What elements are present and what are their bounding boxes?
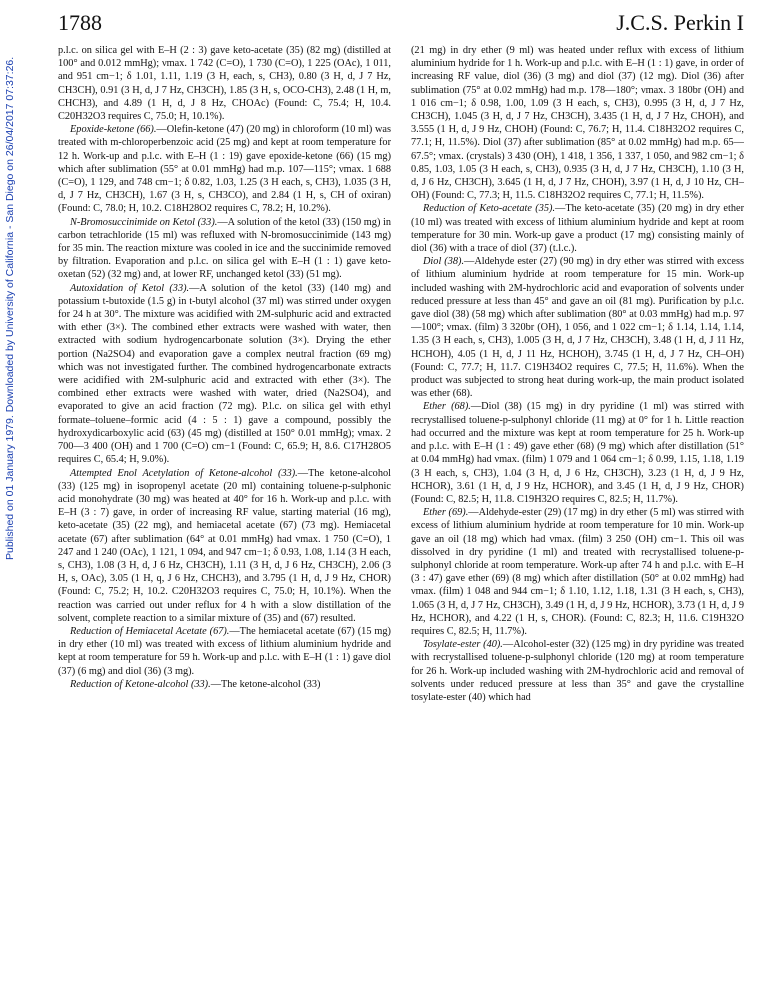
paragraph-heading: Tosylate-ester (40). xyxy=(423,639,503,651)
paragraph xyxy=(411,202,744,255)
paragraph-text: —Olefin-ketone (47) (20 mg) in chloroform (10 ml) was treated with m-chloroperbenzoic acid (25 mg) and kept at room temperature for 12 h. Work-up and p.l.c. with E–H (1 : 19) gave epoxide-ketone (66) (15 mg) which after sublimation (55° at 0.01 mmHg) had m.p. 107—115°; νmax. 1 688 (C=O), 1 129, and 748 cm−1; δ 0.82, 1.03, 1.25 (3 H each, s, CH3), 1.035 (3 H, d, J 7 Hz, CH3CH), 1.67 (3 H, s, CH3CO), and 2.84 (1 H, s, CH of oxiran) (Found: C, 78.0; H, 10.2. C18H28O2 requires C, 78.2; H, 10.2%). xyxy=(58,124,391,215)
paragraph-text: p.l.c. on silica gel with E–H (2 : 3) gave keto-acetate (35) (82 mg) (distilled at 100° and 0.012 mmHg); νmax. 1 742 (C=O), 1 730 (C=O), 1 225 (OAc), 1 011, and 951 cm−1; δ 1.01, 1.11, 1.19 (3 H, each, s, CH3), 0.80 (3 H, d, J 7 Hz, CH3CH), 0.91 (3 H, d, J 7 Hz, CH3CH), 1.85 (3 H, s, OCO-CH3), 2.48 (1 H, m, CHCH3), and 4.89 (1 H, d, J 8 Hz, CHOAc) (Found: C, 75.4; H, 10.4. C20H32O3 requires C, 75.0; H, 10.1%). xyxy=(58,45,391,123)
paragraph-text: (21 mg) in dry ether (9 ml) was heated under reflux with excess of lithium aluminium hydride for 1 h. Work-up and p.l.c. with E–H (1 : 1) gave, in order of increasing RF value, diol (36) (3 mg) and diol (37) (12 mg). Diol (36) after sublimation (75° at 0.02 mmHg) had m.p. 178—180°; νmax. 3 180br (OH) and 1 016 cm−1; δ 0.98, 1.00, 1.09 (3 H each, s, CH3), 0.995 (3 H, d, J 7 Hz, CH3CH), 1.045 (3 H, d, J 7 Hz, CH3CH), 3.435 (1 H, d, J 7 Hz, CHOH), and 3.555 (1 H, d, J 9 Hz, CHOH) (Found: C, 76.7; H, 11.4. C18H32O2 requires C, 77.1; H, 11.5%). Diol (37) after sublimation (85° at 0.02 mmHg) had m.p. 65—67.5°; νmax. (crystals) 3 430 (OH), 1 418, 1 356, 1 337, 1 050, and 982 cm−1; δ 0.85, 1.03, 1.05 (3 H each, s, CH3), 0.935 (3 H, d, J 7 Hz, CH3CH), 1.10 (3 H, d, J 6 Hz, CH3CH), 3.645 (1 H, d, J 7 Hz, CHOH), 3.97 (1 H, d, J 10 Hz, CH–OH) (Found: C, 77.3; H, 11.5. C18H32O2 requires C, 77.1; H, 11.5%). xyxy=(411,45,744,202)
paragraph-heading: Reduction of Ketone-alcohol (33). xyxy=(70,678,211,690)
journal-title: J.C.S. Perkin I xyxy=(616,10,744,35)
paragraph xyxy=(411,638,744,704)
paragraph-text: —The hemiacetal acetate (67) (15 mg) in dry ether (10 ml) was treated with excess of lithium aluminium hydride and kept at room temperature for 59 h. Work-up and p.l.c. with E–H (1 : 1) gave diol (37) (6 mg) and diol (36) (3 mg). xyxy=(58,625,391,677)
paragraph-text: —A solution of the ketol (33) (140 mg) and potassium t-butoxide (1.5 g) in t-butyl alcohol (37 ml) was stirred under oxygen for 24 h at 30°. The mixture was acidified with 2M-sulphuric acid and extracted with ether (3×). The combined ether extracts were washed with water, then extracted with sodium hydrogencarbonate solution (3×). Drying the ether portion (Na2SO4) and evaporation gave a complex neutral fraction (69 mg) which was not investigated further. The combined hydrogencarbonate extracts were acidified with 2M-sulphuric acid and extracted with ether (3×). The combined ether extracts were washed with water, dried (Na2SO4), and evaporated to give an acid fraction (72 mg). P.l.c. on silica gel with ethyl formate–toluene–formic acid (4 : 5 : 1) gave a compound, possibly the hydroxydicarboxylic acid (63) (45 mg) (distilled at 150° 0.01 mmHg); νmax. 2 700—3 400 (OH) and 1 700 (C=O) cm−1 (Found: C, 65.9; H, 8.6. C17H28O5 requires C, 65.4; H, 9.0%). xyxy=(58,282,391,466)
paragraph-text: —Aldehyde-ester (29) (17 mg) in dry ether (5 ml) was stirred with excess of lithium aluminium hydride at room temperature for 10 min. Work-up gave an oil (18 mg) which had νmax. (film) 3 250 (OH) cm−1. This oil was dissolved in dry pyridine (1 ml) and treated with recrystallised toluene-p-sulphonyl chloride at room temperature. Work-up after 74 h and p.l.c. with E–H (3 : 47) gave ether (69) (8 mg) which after distillation (50° at 0.02 mmHg) had νmax. (film) 1 048 and 944 cm−1; δ 1.10, 1.12, 1.18, 1.31 (3 H each, s, CH3), 1.065 (3 H, d, J 7 Hz, CH3CH), 3.49 (1 H, d, J 9 Hz, HCHOR), 3.73 (1 H, d, J 9 Hz, HCHOR), and 4.22 (1 H, s, CHOR). (Found: C, 82.3; H, 11.6. C19H32O requires C, 82.5; H, 11.7%). xyxy=(411,507,744,637)
download-watermark: Published on 01 January 1979. Downloaded by University of California - San Diego on 26/04/2017 07:37:26. xyxy=(4,56,16,560)
paragraph-heading: Ether (68). xyxy=(423,401,471,413)
paragraph-heading: Attempted Enol Acetylation of Ketone-alcohol (33). xyxy=(70,467,298,479)
left-column xyxy=(58,44,391,994)
paragraph xyxy=(411,255,744,400)
article-body xyxy=(58,44,744,994)
paragraph xyxy=(58,625,391,678)
paragraph-text: —The ketone-alcohol (33) xyxy=(210,678,321,690)
paragraph-heading: Ether (69). xyxy=(423,507,469,519)
paragraph-text: —The ketone-alcohol (33) (125 mg) in isopropenyl acetate (20 ml) containing toluene-p-sulphonic acid monohydrate (30 mg) was heated at 40° for 16 h. Work-up and p.l.c. with E–H (3 : 7) gave, in order of increasing RF value, starting material (16 mg), keto-acetate (35) (22 mg), and hemiacetal acetate (67) (73 mg). Hemiacetal acetate (67) after sublimation (64° at 0.01 mmHg) had νmax. 1 750 (C=O), 1 247 and 1 240 (OAc), 1 121, 1 094, and 947 cm−1; δ 0.93, 1.08, 1.14 (3 H each, s, CH3), 1.08 (3 H, d, J 6 Hz, CH3CH), 1.11 (3 H, d, J 6 Hz, CH3CH), 2.06 (3 H, s, OAc), 3.05 (1 H, q, J 6 Hz, CHCH3), and 3.795 (1 H, d, J 9 Hz, CHOR) (Found: C, 75.2; H, 10.2. C20H32O3 requires C, 75.0; H, 10.1%). When the reaction was carried out under reflux for 4 h with a slow distillation of the solvent, complete reaction to a similar mixture of (35) and (67) resulted. xyxy=(58,467,391,624)
paragraph xyxy=(58,216,391,282)
paragraph-heading: Epoxide-ketone (66). xyxy=(70,124,157,136)
paragraph xyxy=(411,400,744,506)
paragraph-heading: Diol (38). xyxy=(423,256,465,268)
paragraph-text: —The keto-acetate (35) (20 mg) in dry ether (10 ml) was treated with excess of lithium aluminium hydride and kept at room temperature for 30 min. Work-up gave a product (17 mg) consisting mainly of diol (36) with a trace of diol (37) (t.l.c.). xyxy=(411,203,744,255)
paragraph-heading: Reduction of Keto-acetate (35). xyxy=(423,203,556,215)
paragraph xyxy=(411,506,744,638)
right-column xyxy=(411,44,744,994)
paragraph-text: —A solution of the ketol (33) (150 mg) in carbon tetrachloride (15 ml) was refluxed with N-bromosuccinimide (143 mg) for 35 min. The reaction mixture was cooled in ice and the succinimide removed by filtration. Evaporation and p.l.c. on silica gel with E–H (1 : 1) gave keto-oxetan (52) (32 mg) and, at lower RF, unchanged ketol (33) (51 mg). xyxy=(58,216,391,281)
paragraph-heading: Autoxidation of Ketol (33). xyxy=(70,282,190,294)
paragraph-text: —Aldehyde ester (27) (90 mg) in dry ether was stirred with excess of lithium aluminium hydride at room temperature for 15 min. Work-up included washing with 2M-hydrochloric acid and evaporation of solvents under reduced pressure at less than 45° and gave an oil (81 mg). Purification by p.l.c. gave diol (38) (58 mg) which after sublimation (80° at 0.03 mmHg) had m.p. 97—100°; νmax. (film) 3 320br (OH), 1 056, and 1 022 cm−1; δ 1.14, 1.14, 1.14, 1.35 (3 H each, s, CH3), 1.005 (3 H, d, J 7 Hz, CH3CH), 3.48 (1 H, d, J 11 Hz, HCHOH), 4.05 (1 H, d, J 11 Hz, HCHOH), 3.745 (1 H, d, J 7 Hz, CH–OH) (Found: C, 77.7; H, 11.7. C19H34O2 requires C, 77.5; H, 11.6%). When the product was subjected to strong heat during work-up, the main product isolated was ether (68). xyxy=(411,256,744,400)
page-number: 1788 xyxy=(58,10,102,35)
paragraph xyxy=(58,467,391,625)
paragraph xyxy=(411,44,744,202)
paragraph-heading: N-Bromosuccinimide on Ketol (33). xyxy=(70,216,218,228)
paragraph-text: —Diol (38) (15 mg) in dry pyridine (1 ml) was stirred with recrystallised toluene-p-sulphonyl chloride (11 mg) at 0° for 1 h. Little reaction had occurred and the mixture was kept at room temperature for 25 h. Work-up and p.l.c. with E–H (1 : 49) gave ether (68) (9 mg) which after distillation (51° at 0.04 mmHg) had νmax. (film) 1 079 and 1 064 cm−1; δ 0.99, 1.15, 1.18, 1.19 (3 H each, s, CH3), 1.04 (3 H, d, J 6 Hz, CH3CH), 3.23 (1 H, d, J 9 Hz, HCHOR), 3.61 (1 H, d, J 9 Hz, HCHOR), and 3.45 (1 H, d, J 9 Hz, CHOR) (Found: C, 82.5; H, 11.8. C19H32O requires C, 82.5; H, 11.7%). xyxy=(411,401,744,505)
paragraph-heading: Reduction of Hemiacetal Acetate (67). xyxy=(70,625,230,637)
paragraph xyxy=(58,123,391,215)
paragraph xyxy=(58,282,391,467)
paragraph xyxy=(58,678,391,691)
paragraph xyxy=(58,44,391,123)
paragraph-text: —Alcohol-ester (32) (125 mg) in dry pyridine was treated with recrystallised toluene-p-sulphonyl chloride (120 mg) at room temperature for 26 h. Work-up included washing with 2M-hydrochloric acid and removal of solvents under reduced pressure at less than 35° and gave the crystalline tosylate-ester (40) which had xyxy=(411,639,744,703)
